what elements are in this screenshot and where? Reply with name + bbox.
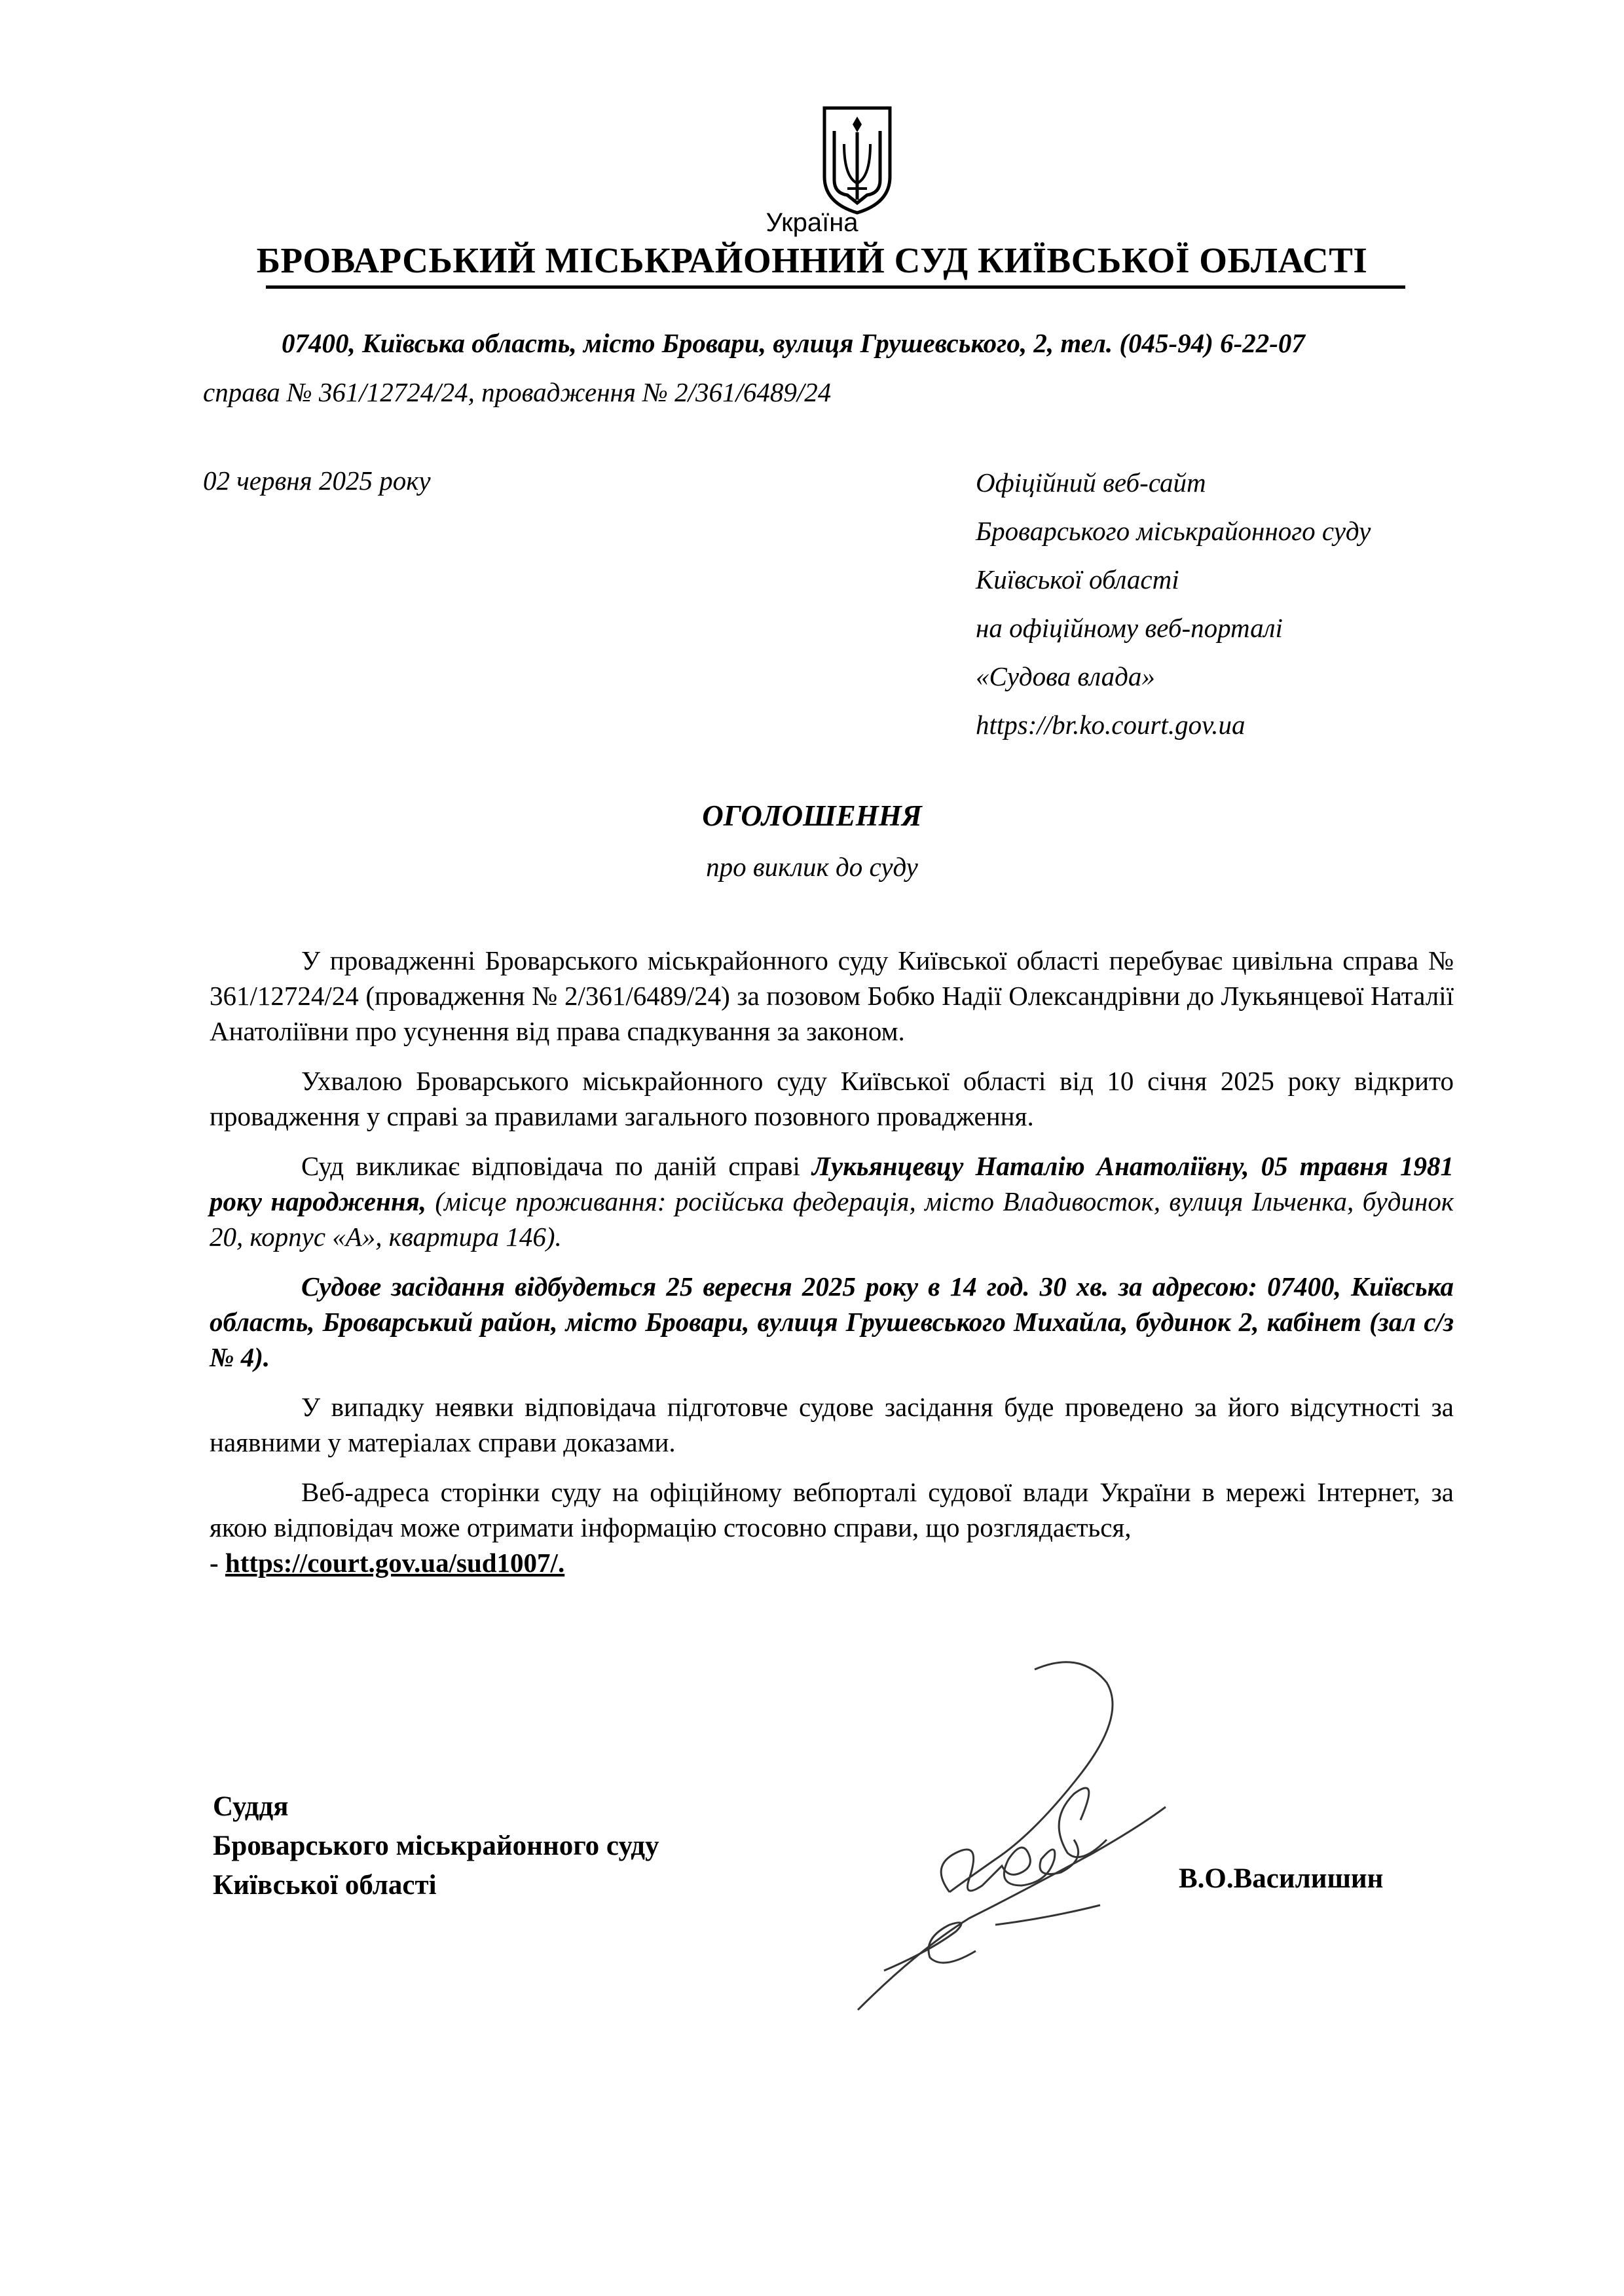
defendant-address: (місце проживання: російська федерація, місто Владивосток, вулиця Ільченка, будинок 20, корпус «А», квартира 146). (210, 1186, 1454, 1252)
court-name: БРОВАРСЬКИЙ МІСЬКРАЙОННИЙ СУД КИЇВСЬКОЇ ОБЛАСТІ (256, 240, 1368, 280)
paragraph-absence: У випадку неявки відповідача підготовче судове засідання буде проведено за його відсутності за наявними у матеріалах справи доказами. (210, 1392, 1454, 1457)
ukraine-trident-icon (821, 105, 893, 216)
paragraph-case: У провадженні Броварського міськрайонного суду Київської області перебуває цивільна справа № 361/12724/24 (провадження № 2/361/6489/24) за позовом Бобко Надії Олександрівни до Лукьянцевої Наталії Анатоліївни про усунення від права спадкування за законом. (210, 945, 1454, 1046)
document-subtitle: про виклик до суду (706, 852, 918, 882)
paragraph-website (210, 1474, 1454, 1580)
court-address: 07400, Київська область, місто Бровари, вулиця Грушевського, 2, тел. (045-94) 6-22-07 (282, 328, 1305, 358)
recipient-line: Київської області (976, 564, 1179, 594)
defendant-name: Лукьянцевцу Наталію Анатоліївну, 05 травня 1981 року народження, (210, 1151, 1454, 1216)
paragraph-hearing: Судове засідання відбудеться 25 вересня 2025 року в 14 год. 30 хв. за адресою: 07400, Київська область, Броварський район, місто Бровари, вулиця Грушевського Михайла, будинок 2, кабінет (зал с/з № 4). (210, 1271, 1454, 1372)
court-website-link[interactable]: https://court.gov.ua/sud1007/. (225, 1548, 565, 1578)
website-dash: - (210, 1548, 225, 1578)
handwritten-signature (799, 1643, 1218, 2036)
recipient-line: «Судова влада» (976, 661, 1155, 691)
judge-name: В.О.Василишин (1179, 1863, 1384, 1894)
judge-court: Броварського міськрайонного суду (213, 1831, 659, 1861)
announcement-body (210, 943, 1454, 1595)
website-text: Веб-адреса сторінки суду на офіційному вебпорталі судової влади України в мережі Інтернет, за якою відповідач може отримати інформацію стосовно справи, що розглядається, (210, 1477, 1454, 1542)
document-date: 02 червня 2025 року (203, 465, 431, 496)
header-rule (266, 285, 1405, 289)
paragraph-ruling: Ухвалою Броварського міськрайонного суду Київської області від 10 січня 2025 року відкрито провадження у справі за правилами загального позовного провадження. (210, 1066, 1454, 1131)
judge-position: Суддя (213, 1791, 289, 1822)
recipient-block (976, 458, 1371, 749)
recipient-line: на офіційному веб-порталі (976, 613, 1283, 643)
recipient-url[interactable]: https://br.ko.court.gov.ua (976, 710, 1246, 740)
judge-title-block (213, 1787, 659, 1905)
summons-lead: Суд викликає відповідача по даній справі (301, 1151, 813, 1181)
country-label: Україна (766, 208, 858, 237)
recipient-line: Броварського міськрайонного суду (976, 516, 1371, 546)
recipient-line: Офіційний веб-сайт (976, 467, 1206, 498)
case-number: справа № 361/12724/24, провадження № 2/361/6489/24 (203, 377, 832, 407)
paragraph-summons (210, 1148, 1454, 1254)
document-title: ОГОЛОШЕННЯ (702, 799, 922, 832)
judge-region: Київської області (213, 1870, 437, 1901)
